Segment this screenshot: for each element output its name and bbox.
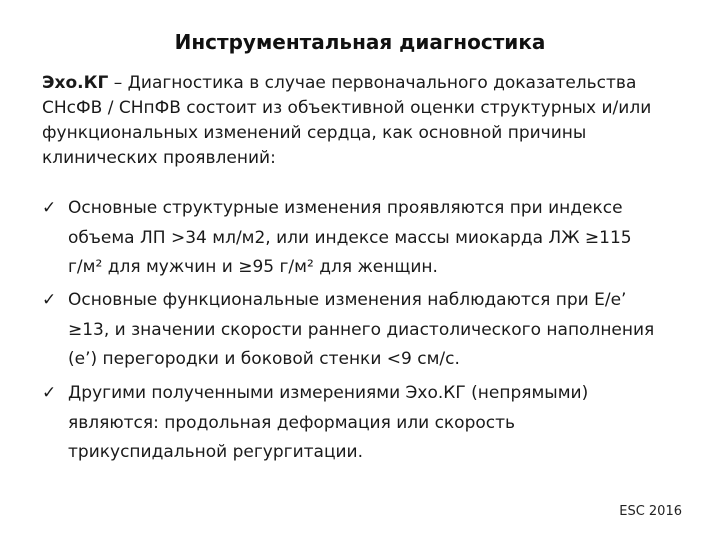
- bullet-line: объема ЛП >34 мл/м2, или индексе массы миокарда ЛЖ ≥115: [68, 227, 632, 248]
- checkmark-icon: ✓: [42, 383, 57, 403]
- intro-line-3: функциональных изменений сердца, как основной причины: [42, 123, 587, 143]
- bullet-line: Основные функциональные изменения наблюдаются при E/e’: [68, 290, 627, 310]
- bullet-line: трикуспидальной регургитации.: [68, 442, 364, 462]
- intro-line-2: СНсФВ / СНпФВ состоит из объективной оценки структурных и/или: [42, 98, 652, 118]
- bullet-other-measurements: [42, 379, 692, 468]
- bullet-text: [68, 194, 692, 283]
- bullet-text: [68, 286, 692, 375]
- checkmark-icon: ✓: [42, 290, 57, 310]
- bullet-line: Основные структурные изменения проявляются при индексе: [68, 198, 623, 218]
- bullet-line: (e’) перегородки и боковой стенки <9 см/с.: [68, 349, 460, 369]
- source-citation: ESC 2016: [619, 504, 682, 519]
- bullet-line: Другими полученными измерениями Эхо.КГ (непрямыми): [68, 383, 589, 403]
- bullet-functional-changes: [42, 286, 692, 375]
- bullet-structural-changes: [42, 194, 692, 283]
- bullet-line: г/м² для мужчин и ≥95 г/м² для женщин.: [68, 257, 438, 277]
- slide-title: Инструментальная диагностика: [174, 30, 546, 54]
- bullet-line: ≥13, и значении скорости раннего диастолического наполнения: [68, 319, 655, 340]
- intro-line-4: клинических проявлений:: [42, 148, 276, 168]
- intro-lead-term: Эхо.КГ: [42, 73, 109, 93]
- bullet-line: являются: продольная деформация или скорость: [68, 412, 516, 433]
- intro-line-1-text: – Диагностика в случае первоначального доказательства: [108, 73, 637, 93]
- intro-paragraph: [42, 71, 692, 171]
- intro-line-1: [42, 71, 692, 96]
- bullet-text: [68, 379, 692, 468]
- checkmark-icon: ✓: [42, 198, 57, 218]
